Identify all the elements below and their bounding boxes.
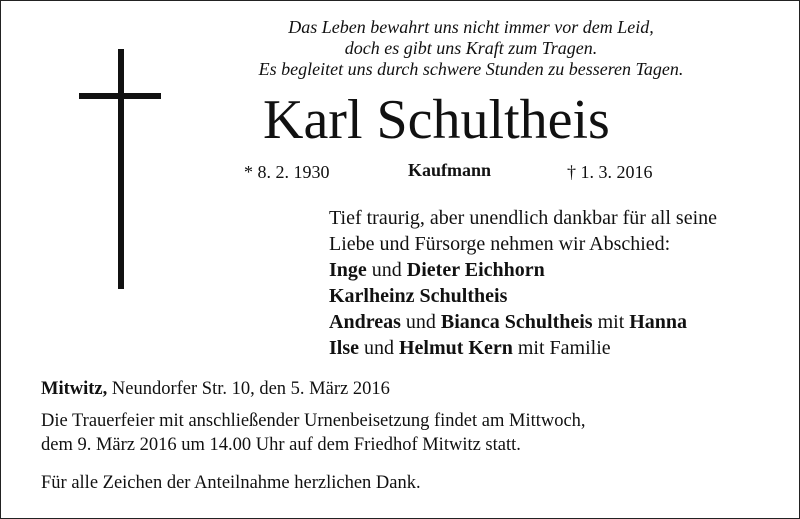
verse [201, 17, 741, 80]
message-line-1: Tief traurig, aber unendlich dankbar für all seine [329, 207, 718, 229]
cross-horizontal-bar [79, 93, 161, 99]
address-date: Neundorfer Str. 10, den 5. März 2016 [107, 379, 390, 399]
mourner-name: Dieter Eichhorn [406, 259, 545, 281]
connector-text: und [400, 311, 441, 333]
death-date: † 1. 3. 2016 [567, 162, 653, 182]
cross-vertical-bar [118, 49, 124, 289]
verse-line-1: Das Leben bewahrt uns nicht immer vor dem Leid, [288, 17, 654, 37]
mourner-name: Bianca Schultheis [440, 311, 593, 333]
connector-text: und [366, 259, 407, 281]
service-line-2: dem 9. März 2016 um 14.00 Uhr auf dem Friedhof Mitwitz statt. [41, 435, 521, 455]
message-line-2: Liebe und Fürsorge nehmen wir Abschied: [329, 233, 671, 255]
connector-text: mit [592, 311, 630, 333]
thanks-line: Für alle Zeichen der Anteilnahme herzlichen Dank. [41, 473, 421, 493]
verse-line-3: Es begleitet uns durch schwere Stunden zu besseren Tagen. [258, 59, 684, 79]
mourner-name: Inge [329, 259, 367, 281]
connector-text: mit Familie [512, 337, 611, 359]
mourners-block [329, 205, 717, 361]
mourner-row-1 [329, 257, 717, 283]
mourner-row-2 [329, 283, 717, 309]
mourner-row-4 [329, 335, 717, 361]
mourner-name: Hanna [629, 311, 688, 333]
birth-date: * 8. 2. 1930 [244, 162, 330, 182]
mourner-name: Karlheinz Schultheis [329, 285, 508, 307]
service-line-1: Die Trauerfeier mit anschließender Urnenbeisetzung findet am Mittwoch, [41, 411, 586, 431]
cross-icon [79, 49, 161, 289]
place-name: Mitwitz, [41, 379, 108, 399]
mourner-row-3 [329, 309, 717, 335]
verse-line-2: doch es gibt uns Kraft zum Tragen. [344, 38, 598, 58]
mourner-name: Helmut Kern [399, 337, 513, 359]
footer [41, 377, 781, 495]
occupation: Kaufmann [408, 160, 492, 180]
connector-text: und [359, 337, 399, 359]
deceased-name: Karl Schultheis [263, 89, 610, 151]
place-date-line [41, 377, 781, 401]
mourner-name: Ilse [329, 337, 359, 359]
mourner-name: Andreas [329, 311, 401, 333]
